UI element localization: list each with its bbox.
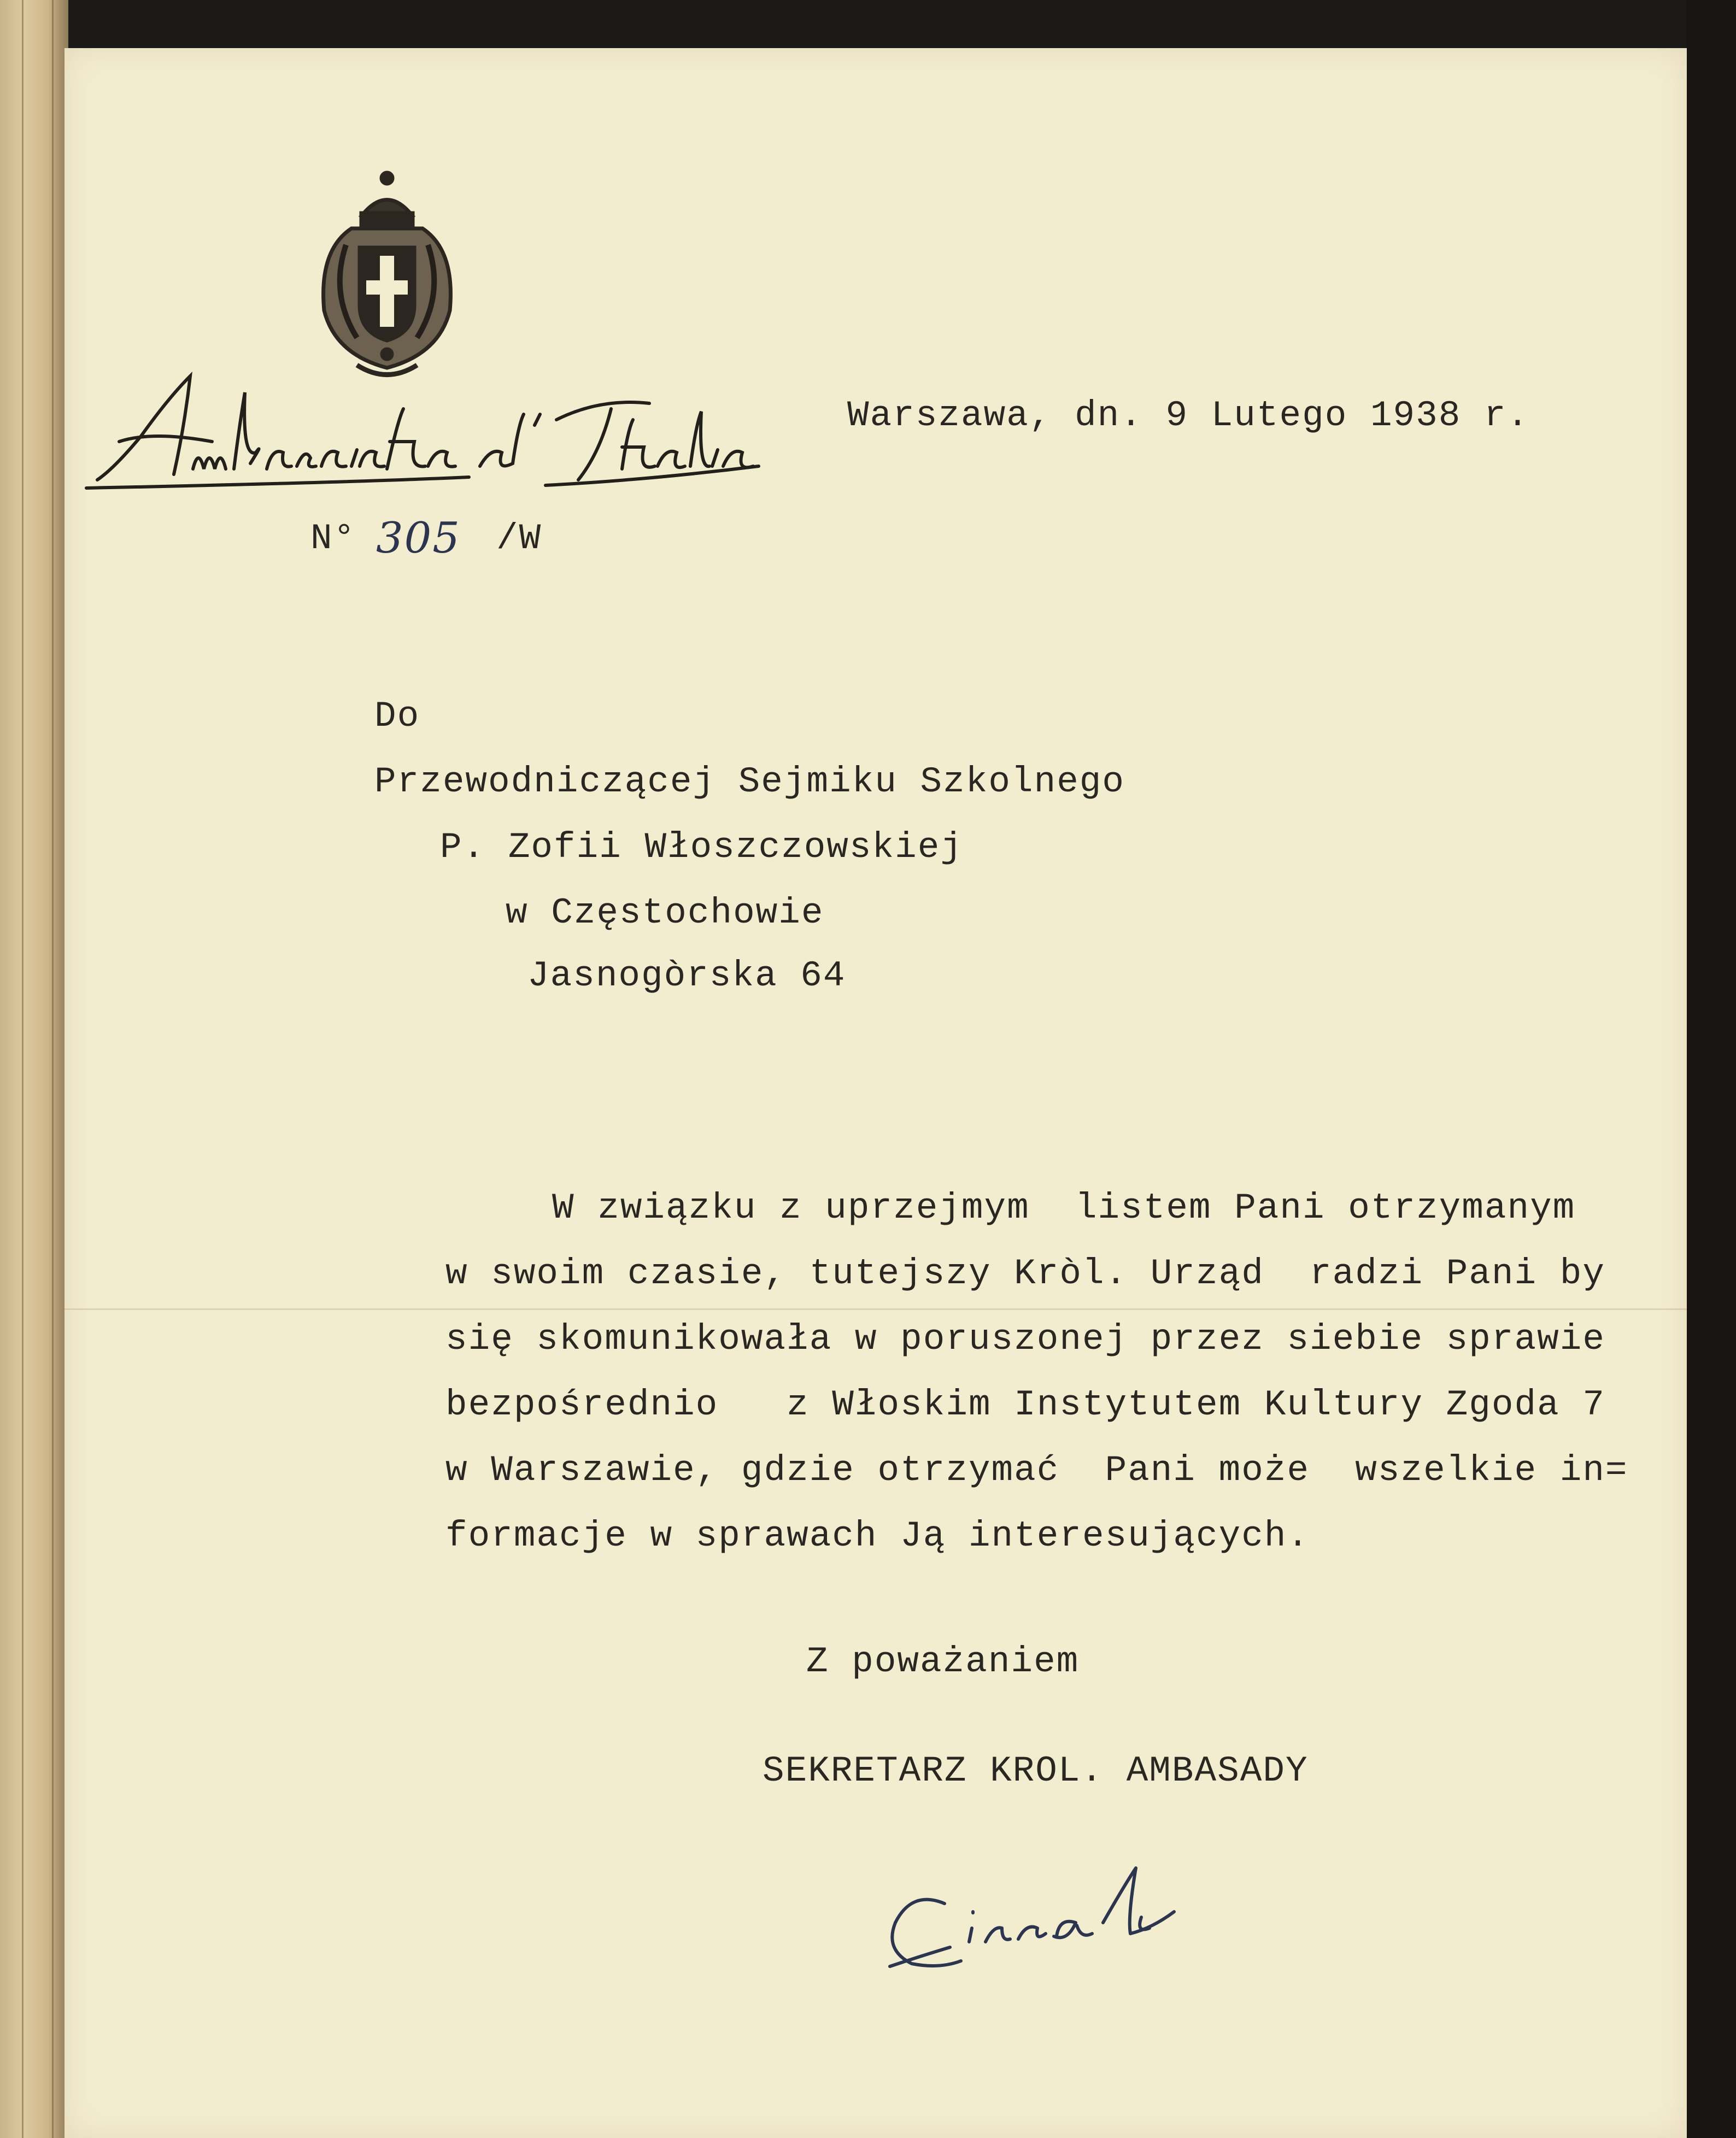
number-value-handwritten: 305 <box>376 514 461 563</box>
body-line-5: w Warszawie, gdzie otrzymać Pani może wszelkie in= <box>445 1450 1628 1491</box>
number-prefix: N° <box>310 518 356 559</box>
address-line-1: Do <box>374 696 420 737</box>
handwritten-signature <box>879 1852 1251 1983</box>
body-line-6: formacje w sprawach Ją interesujących. <box>445 1516 1310 1556</box>
coat-of-arms-seal-icon <box>313 168 461 387</box>
binder-strip <box>0 0 68 2138</box>
body-line-4: bezpośrednio z Włoskim Instytutem Kultury Zgoda 7 <box>445 1384 1605 1425</box>
address-line-2: Przewodniczącej Sejmiku Szkolnego <box>374 761 1125 802</box>
address-line-4: w Częstochowie <box>506 892 824 933</box>
date-line: Warszawa, dn. 9 Lutego 1938 r. <box>847 395 1530 436</box>
binder-line <box>52 0 54 2138</box>
address-line-3: P. Zofii Włoszczowskiej <box>440 827 963 868</box>
signatory-title: SEKRETARZ KROL. AMBASADY <box>763 1751 1309 1792</box>
letterhead-script-logo <box>75 360 786 496</box>
body-line-2: w swoim czasie, tutejszy Kròl. Urząd radzi Pani by <box>445 1253 1605 1294</box>
body-line-1: W związku z uprzejmym listem Pani otrzymanym <box>552 1188 1576 1229</box>
address-line-5: Jasnogòrska 64 <box>527 955 846 996</box>
body-line-3: się skomunikowała w poruszonej przez siebie sprawie <box>445 1319 1605 1360</box>
background-edge <box>1687 0 1736 2138</box>
closing-line: Z poważaniem <box>806 1641 1080 1682</box>
paper-fold <box>64 1308 1687 1310</box>
letter-sheet <box>64 48 1687 2138</box>
number-suffix: /W <box>496 518 542 559</box>
binder-line <box>22 0 24 2138</box>
